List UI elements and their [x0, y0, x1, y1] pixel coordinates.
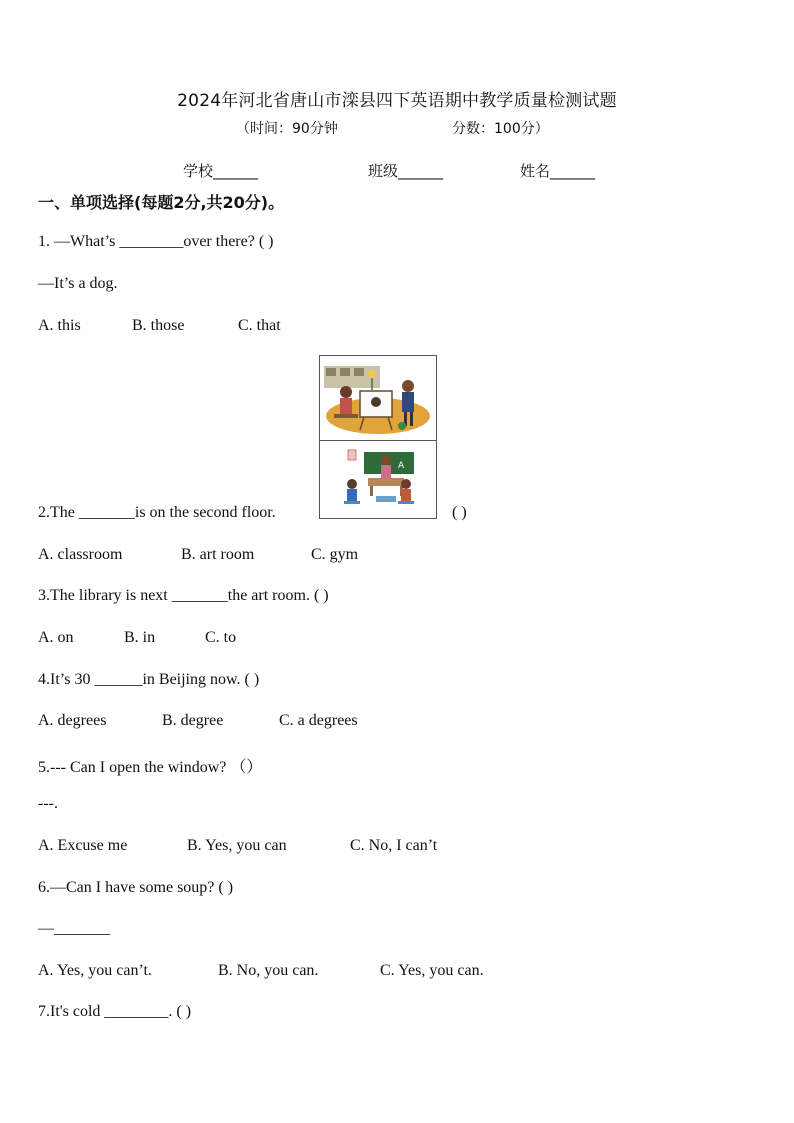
question-4-option-c: C. a degrees [279, 712, 358, 729]
class-field: 班级______ [368, 162, 444, 180]
question-2-answer-blank: ( ) [452, 504, 467, 521]
question-6-answer: —_______ [38, 920, 110, 937]
school-field: 学校______ [183, 162, 259, 180]
exam-time: （时间：90分钟 [236, 121, 338, 137]
question-1-option-a: A. this [38, 317, 81, 334]
question-3: 3.The library is next _______the art room. ( ) [38, 587, 329, 604]
question-2-picture [319, 355, 437, 519]
question-2-option-a: A. classroom [38, 546, 123, 563]
question-5: 5.--- Can I open the window? （） [38, 759, 263, 776]
svg-text:A: A [398, 461, 405, 471]
rooms-illustration [320, 356, 436, 518]
question-6: 6.—Can I have some soup? ( ) [38, 879, 234, 896]
question-4-option-a: A. degrees [38, 712, 107, 729]
question-6-option-a: A. Yes, you can’t. [38, 962, 152, 979]
question-6-option-b: B. No, you can. [218, 962, 319, 979]
question-5-option-c: C. No, I can’t [350, 837, 438, 854]
picture-divider [320, 440, 436, 441]
question-5-option-b: B. Yes, you can [187, 837, 287, 854]
question-5-option-a: A. Excuse me [38, 837, 128, 854]
question-4-option-b: B. degree [162, 712, 224, 729]
question-1: 1. —What’s ________over there? ( ) [38, 233, 274, 250]
name-field: 姓名______ [520, 162, 596, 180]
question-1-option-c: C. that [238, 317, 281, 334]
question-1-option-b: B. those [132, 317, 185, 334]
section-heading: 一、单项选择(每题2分,共20分)。 [38, 193, 285, 212]
exam-score: 分数：100分） [452, 121, 549, 137]
question-6-option-c: C. Yes, you can. [380, 962, 484, 979]
question-3-option-a: A. on [38, 629, 74, 646]
question-1-answer: —It’s a dog. [38, 275, 118, 292]
question-3-option-c: C. to [205, 629, 237, 646]
question-7: 7.It's cold ________. ( ) [38, 1003, 192, 1020]
question-3-option-b: B. in [124, 629, 156, 646]
question-4: 4.It’s 30 ______in Beijing now. ( ) [38, 671, 260, 688]
question-2-option-c: C. gym [311, 546, 359, 563]
page-title: 2024年河北省唐山市滦县四下英语期中教学质量检测试题 [177, 91, 617, 111]
question-2: 2.The _______is on the second floor. [38, 504, 276, 521]
classroom-scene [344, 450, 414, 504]
question-2-option-b: B. art room [181, 546, 255, 563]
question-5-answer: ---. [38, 795, 58, 812]
art-room-scene [324, 366, 430, 434]
